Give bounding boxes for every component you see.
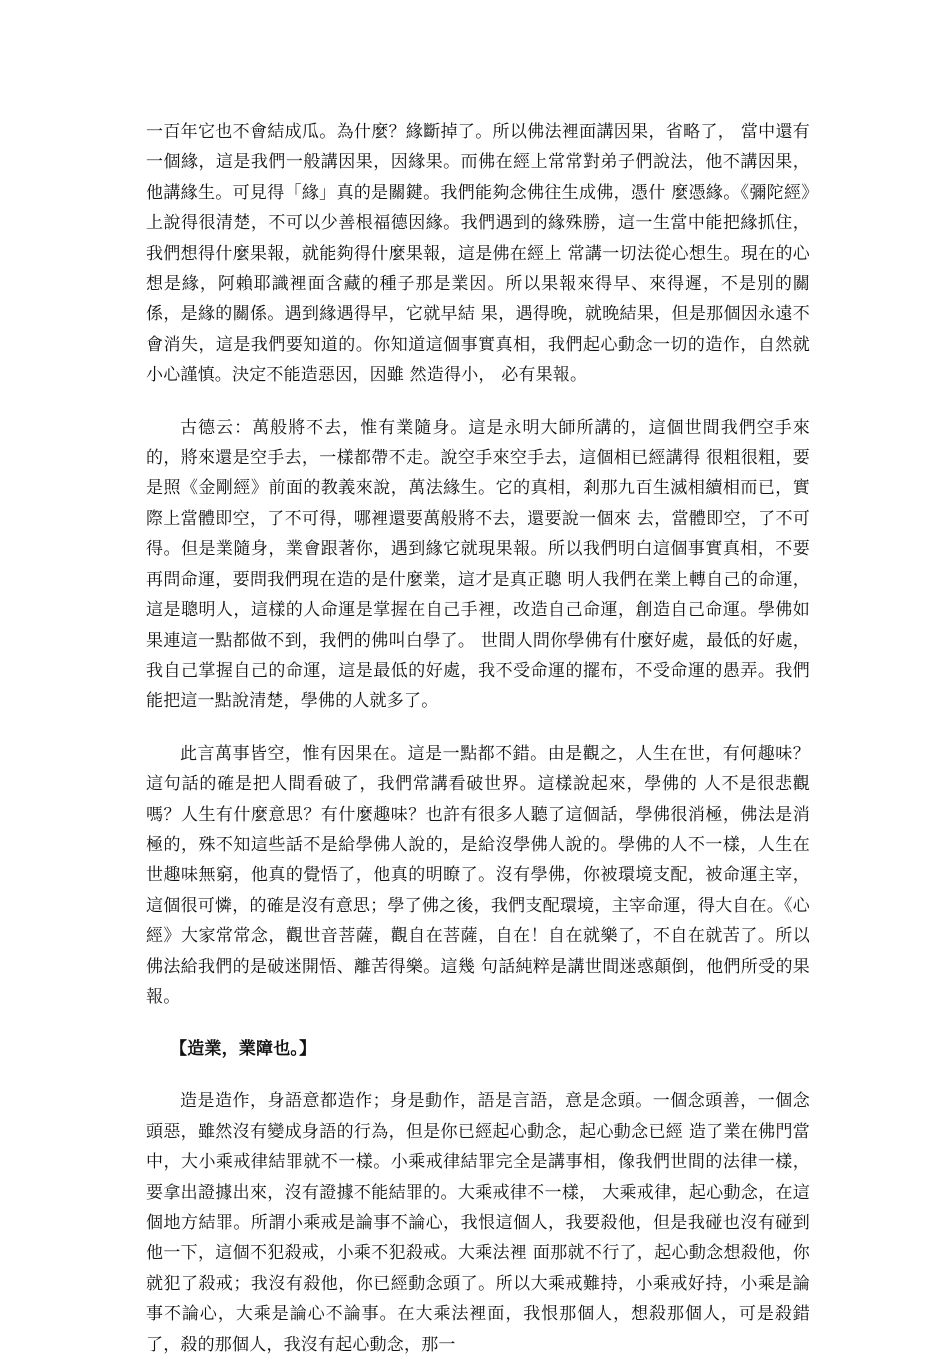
paragraph-1: 一百年它也不會結成瓜。為什麼？緣斷掉了。所以佛法裡面講因果，省略了， 當中還有一個緣，這是我們一般講因果，因緣果。而佛在經上常常對弟子們說法，他不講因果，他講緣生。可見得「緣」真的是關鍵。我們能夠念佛往生成佛，憑什 麼憑緣。《彌陀經》上說得很清楚，不可以少善根福德因緣。我們遇到的緣殊勝，這一生當中能把緣抓住，我們想得什麼果報，就能夠得什麼果報，這是佛在經上 常講一切法從心想生。現在的心想是緣，阿賴耶識裡面含藏的種子那是業因。所以果報來得早、來得遲，不是別的關係，是緣的關係。遇到緣遇得早，它就早結 果，遇得晚，就晚結果，但是那個因永遠不會消失，這是我們要知道的。你知道這個事實真相，我們起心動念一切的造作，自然就小心謹慎。決定不能造惡因，因雖 然造得小， 必有果報。 — [146, 122, 810, 386]
paragraph-gap — [146, 717, 810, 739]
document-page — [146, 117, 810, 1360]
section-heading: 【造業，業障也。】 — [170, 1039, 317, 1060]
paragraph-gap — [146, 391, 810, 413]
paragraph-gap — [146, 1064, 810, 1086]
paragraph-2: 古德云：萬般將不去，惟有業隨身。這是永明大師所講的，這個世間我們空手來的，將來還是空手去，一樣都帶不走。說空手來空手去，這個相已經講得 很粗很粗，要是照《金剛經》前面的教義來說，萬法緣生。它的真相，剎那九百生滅相續相而已，實際上當體即空，了不可得，哪裡還要萬般將不去，還要說一個來 去，當體即空，了不可得。但是業隨身，業會跟著你，遇到緣它就現果報。所以我們明白這個事實真相，不要再問命運，要問我們現在造的是什麼業，這才是真正聰 明人我們在業上轉自己的命運，這是聰明人，這樣的人命運是掌握在自己手裡，改造自己命運，創造自己命運。學佛如果連這一點都做不到，我們的佛叫白學了。 世間人問你學佛有什麼好處，最低的好處，我自己掌握自己的命運，這是最低的好處，我不受命運的擺布，不受命運的愚弄。我們能把這一點說清楚，學佛的人就多了。 — [146, 417, 810, 712]
paragraph-4: 造是造作，身語意都造作；身是動作，語是言語，意是念頭。一個念頭善，一個念頭惡，雖然沒有變成身語的行為，但是你已經起心動念，起心動念已經 造了業在佛門當中，大小乘戒律結罪就不一樣。小乘戒律結罪完全是講事相，像我們世間的法律一樣，要拿出證據出來，沒有證據不能結罪的。大乘戒律不一樣， 大乘戒律，起心動念，在這個地方結罪。所謂小乘戒是論事不論心，我恨這個人，我要殺他，但是我碰也沒有碰到他一下，這個不犯殺戒，小乘不犯殺戒。大乘法裡 面那就不行了，起心動念想殺他，你就犯了殺戒；我沒有殺他，你已經動念頭了。所以大乘戒難持，小乘戒好持，小乘是論事不論心，大乘是論心不論事。在大乘法裡面，我恨那個人，想殺那個人，可是殺錯了，殺的那個人，我沒有起心動念，那一 — [146, 1091, 810, 1355]
paragraph-3: 此言萬事皆空，惟有因果在。這是一點都不錯。由是觀之，人生在世，有何趣味？這句話的確是把人間看破了，我們常講看破世界。這樣說起來，學佛的 人不是很悲觀嗎？人生有什麼意思？有什麼趣味？也許有很多人聽了這個話，學佛很消極，佛法是消極的，殊不知這些話不是給學佛人說的，是給沒學佛人說的。學佛的人不一樣，人生在世趣味無窮，他真的覺悟了，他真的明瞭了。沒有學佛，你被環境支配，被命運主宰，這個很可憐，的確是沒有意思；學了佛之後，我們支配環境，主宰命運，得大自在。《心經》大家常常念，觀世音菩薩，觀自在菩薩，自在！自在就樂了，不自在就苦了。所以佛法給我們的是破迷開悟、離苦得樂。這幾 句話純粹是講世間迷惑顛倒，他們所受的果報。 — [146, 743, 810, 1007]
paragraph-gap — [146, 1012, 810, 1034]
